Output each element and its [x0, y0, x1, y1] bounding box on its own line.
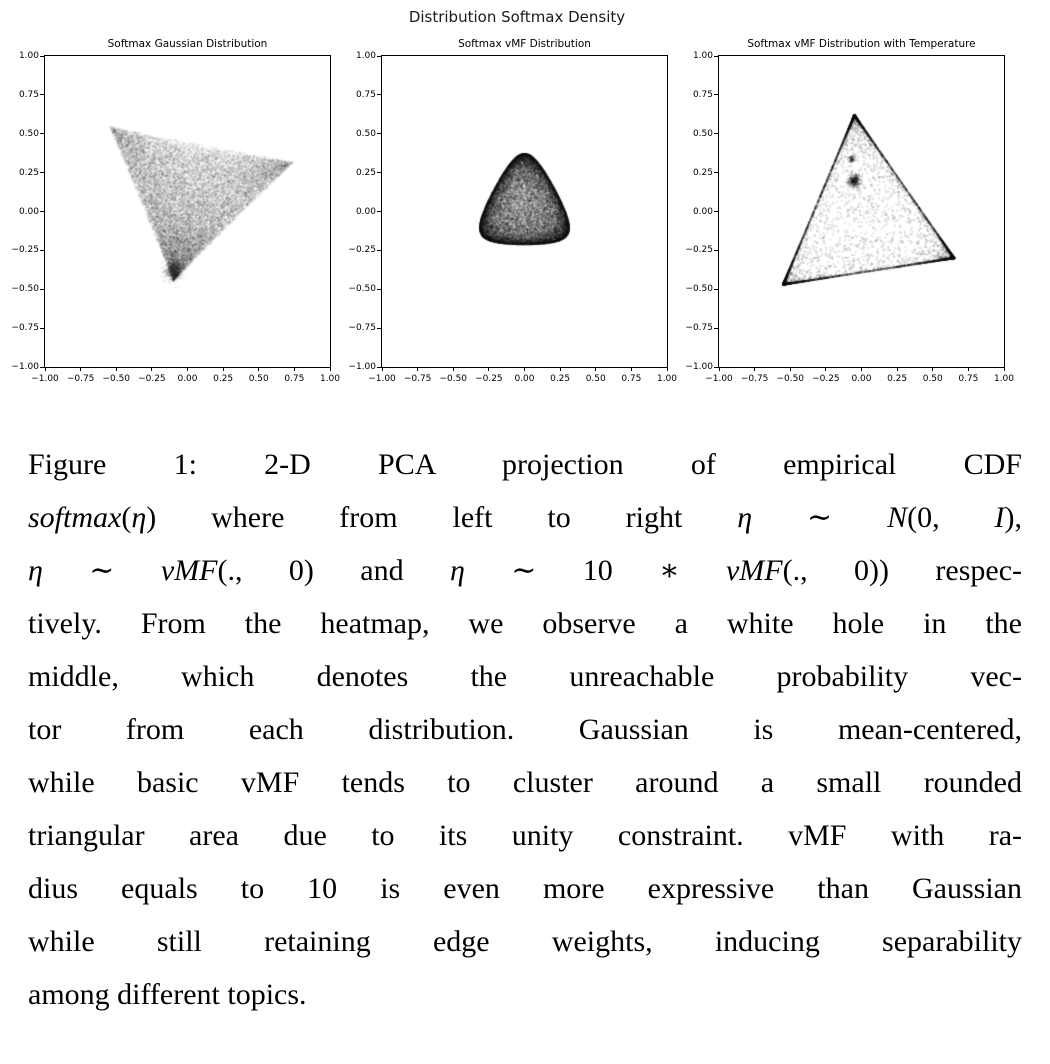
- y-tick-mark: [714, 56, 718, 57]
- x-tick-mark: [116, 367, 117, 371]
- y-tick-mark: [377, 133, 381, 134]
- x-tick-mark: [719, 367, 720, 371]
- x-tick-label: −0.25: [475, 374, 503, 384]
- plot-axes-gaussian: [11, 51, 341, 384]
- y-tick-mark: [377, 289, 381, 290]
- x-tick-label: 0.75: [621, 374, 642, 384]
- y-tick-label: 0.25: [355, 167, 376, 178]
- x-tick-mark: [790, 367, 791, 371]
- caption-line: [28, 491, 1022, 544]
- x-tick-label: 1.00: [319, 374, 341, 384]
- x-tick-mark: [382, 367, 383, 371]
- caption-text-segment: tively. From the heatmap, we observe a white hole in the: [28, 607, 1022, 640]
- x-tick-mark: [825, 367, 826, 371]
- x-tick-label: −0.50: [102, 374, 131, 384]
- y-tick-label: −0.75: [348, 323, 376, 334]
- x-tick-label: 0.50: [585, 374, 606, 384]
- x-tick-mark: [187, 367, 188, 371]
- y-tick-label: −0.50: [685, 284, 713, 295]
- y-tick-label: −0.50: [348, 284, 376, 295]
- y-tick-label: 0.75: [18, 89, 39, 100]
- caption-math-segment: η: [131, 501, 147, 534]
- x-tick-label: −0.75: [403, 374, 432, 384]
- caption-line: [28, 597, 1022, 650]
- x-tick-label: 0.25: [550, 374, 571, 384]
- caption-text-segment: ∼: [42, 554, 161, 587]
- y-tick-mark: [377, 250, 381, 251]
- caption-line: [28, 862, 1022, 915]
- x-tick-mark: [488, 367, 489, 371]
- x-tick-label: −0.50: [776, 374, 805, 384]
- y-tick-mark: [40, 56, 44, 57]
- y-tick-mark: [377, 172, 381, 173]
- y-tick-label: 0.75: [692, 89, 713, 100]
- y-tick-mark: [714, 211, 718, 212]
- x-tick-label: −1.00: [31, 374, 59, 384]
- caption-text-segment: triangular area due to its unity constraint. vMF with ra-: [28, 819, 1022, 852]
- x-tick-mark: [631, 367, 632, 371]
- x-tick-label: −0.75: [66, 374, 95, 384]
- caption-math-segment: η: [28, 554, 43, 587]
- caption-math-segment: vMF: [160, 554, 218, 587]
- x-tick-mark: [330, 367, 331, 371]
- caption-text-segment: while basic vMF tends to cluster around a small rounded: [28, 766, 1022, 799]
- y-tick-mark: [714, 250, 718, 251]
- x-tick-mark: [861, 367, 862, 371]
- y-tick-label: 0.50: [18, 128, 39, 139]
- y-tick-label: −1.00: [348, 362, 376, 372]
- caption-text-segment: ),: [1004, 501, 1022, 534]
- subplot-title-vmf-temperature: Softmax vMF Distribution with Temperature: [747, 38, 976, 50]
- x-tick-label: −0.25: [812, 374, 840, 384]
- x-tick-label: 0.50: [922, 374, 943, 384]
- plot-axes-vmf: [348, 51, 678, 384]
- caption-line: [28, 968, 1022, 1021]
- caption-math-segment: N: [887, 501, 908, 534]
- x-tick-mark: [258, 367, 259, 371]
- x-tick-mark: [151, 367, 152, 371]
- figure-suptitle: Distribution Softmax Density: [408, 8, 626, 26]
- x-tick-mark: [80, 367, 81, 371]
- caption-text-segment: (: [121, 501, 132, 534]
- y-tick-mark: [714, 94, 718, 95]
- figure-1: [6, 8, 1028, 384]
- y-tick-label: 0.00: [18, 206, 39, 217]
- figure-caption: [28, 438, 1022, 1021]
- caption-line: [28, 915, 1022, 968]
- y-tick-mark: [40, 133, 44, 134]
- density-canvas-vmf-temperature: [719, 56, 1004, 367]
- y-tick-label: 1.00: [692, 51, 713, 61]
- caption-text-segment: Figure 1: 2-D PCA projection of empirical CDF: [28, 448, 1022, 481]
- x-tick-mark: [45, 367, 46, 371]
- y-tick-mark: [377, 56, 381, 57]
- x-tick-label: 0.50: [248, 374, 269, 384]
- caption-text-segment: (., 0) and: [217, 554, 450, 587]
- x-tick-mark: [595, 367, 596, 371]
- caption-text-segment: while still retaining edge weights, inducing separability: [28, 925, 1022, 958]
- caption-line: [28, 809, 1022, 862]
- x-tick-mark: [754, 367, 755, 371]
- x-tick-label: −0.75: [740, 374, 769, 384]
- y-tick-label: 0.50: [355, 128, 376, 139]
- y-tick-label: 0.00: [355, 206, 376, 217]
- y-tick-mark: [377, 367, 381, 368]
- y-tick-mark: [714, 367, 718, 368]
- y-tick-mark: [714, 172, 718, 173]
- x-tick-mark: [897, 367, 898, 371]
- caption-line: [28, 703, 1022, 756]
- caption-text-segment: ) where from left to right: [146, 501, 738, 534]
- y-tick-label: 0.50: [692, 128, 713, 139]
- subplot-softmax-vmf-temperature: [680, 37, 1015, 384]
- y-tick-mark: [377, 94, 381, 95]
- caption-math-segment: vMF: [725, 554, 783, 587]
- subplot-softmax-gaussian: [6, 37, 341, 384]
- caption-line: [28, 544, 1022, 597]
- y-tick-mark: [377, 328, 381, 329]
- y-tick-mark: [40, 94, 44, 95]
- x-tick-label: 0.25: [213, 374, 234, 384]
- y-tick-mark: [40, 172, 44, 173]
- x-tick-mark: [667, 367, 668, 371]
- x-tick-mark: [294, 367, 295, 371]
- x-tick-label: 0.25: [887, 374, 908, 384]
- x-tick-label: 0.00: [177, 374, 198, 384]
- caption-text-segment: among different topics.: [28, 978, 307, 1011]
- y-tick-label: −0.25: [348, 245, 376, 256]
- x-tick-label: 0.75: [284, 374, 305, 384]
- x-tick-label: −1.00: [705, 374, 733, 384]
- caption-text-segment: (., 0)) respec-: [782, 554, 1022, 587]
- caption-line: [28, 438, 1022, 491]
- y-tick-mark: [40, 367, 44, 368]
- caption-text-segment: ∼: [752, 501, 888, 534]
- x-tick-mark: [223, 367, 224, 371]
- y-tick-label: 0.00: [692, 206, 713, 217]
- caption-text-segment: (0,: [907, 501, 995, 534]
- x-tick-label: 1.00: [993, 374, 1015, 384]
- subplot-title-gaussian: Softmax Gaussian Distribution: [107, 38, 268, 50]
- plots-row: [6, 37, 1028, 384]
- y-tick-label: 0.75: [355, 89, 376, 100]
- subplot-softmax-vmf: [343, 37, 678, 384]
- y-tick-label: −1.00: [685, 362, 713, 372]
- y-tick-mark: [714, 289, 718, 290]
- x-tick-label: 1.00: [656, 374, 678, 384]
- subplot-title-vmf: Softmax vMF Distribution: [458, 38, 591, 50]
- x-tick-mark: [1004, 367, 1005, 371]
- x-tick-mark: [453, 367, 454, 371]
- density-canvas-gaussian: [45, 56, 330, 367]
- y-tick-label: 1.00: [18, 51, 39, 61]
- caption-line: [28, 650, 1022, 703]
- y-tick-mark: [40, 250, 44, 251]
- x-tick-mark: [932, 367, 933, 371]
- x-tick-label: 0.00: [851, 374, 872, 384]
- caption-math-segment: η: [737, 501, 753, 534]
- y-tick-label: −0.50: [11, 284, 39, 295]
- y-tick-mark: [714, 133, 718, 134]
- caption-math-segment: softmax: [28, 501, 122, 534]
- y-tick-label: 1.00: [355, 51, 376, 61]
- caption-text-segment: ∼ 10 ∗: [464, 554, 726, 587]
- y-tick-mark: [40, 289, 44, 290]
- y-tick-label: −0.25: [11, 245, 39, 256]
- caption-line: [28, 756, 1022, 809]
- caption-math-segment: I: [994, 501, 1005, 534]
- density-canvas-vmf: [382, 56, 667, 367]
- x-tick-mark: [560, 367, 561, 371]
- y-tick-mark: [40, 211, 44, 212]
- x-tick-mark: [417, 367, 418, 371]
- plot-axes-vmf-temperature: [685, 51, 1015, 384]
- x-tick-label: −1.00: [368, 374, 396, 384]
- y-tick-mark: [40, 328, 44, 329]
- y-tick-label: 0.25: [18, 167, 39, 178]
- y-tick-label: −0.75: [685, 323, 713, 334]
- x-tick-label: 0.00: [514, 374, 535, 384]
- caption-math-segment: η: [449, 554, 465, 587]
- x-tick-label: 0.75: [958, 374, 979, 384]
- caption-text-segment: middle, which denotes the unreachable probability vec-: [28, 660, 1022, 693]
- y-tick-label: −0.75: [11, 323, 39, 334]
- x-tick-mark: [968, 367, 969, 371]
- y-tick-label: 0.25: [692, 167, 713, 178]
- caption-text-segment: dius equals to 10 is even more expressive than Gaussian: [28, 872, 1022, 905]
- x-tick-mark: [524, 367, 525, 371]
- x-tick-label: −0.25: [138, 374, 166, 384]
- caption-text-segment: tor from each distribution. Gaussian is mean-centered,: [28, 713, 1022, 746]
- y-tick-label: −1.00: [11, 362, 39, 372]
- y-tick-mark: [377, 211, 381, 212]
- x-tick-label: −0.50: [439, 374, 468, 384]
- y-tick-mark: [714, 328, 718, 329]
- y-tick-label: −0.25: [685, 245, 713, 256]
